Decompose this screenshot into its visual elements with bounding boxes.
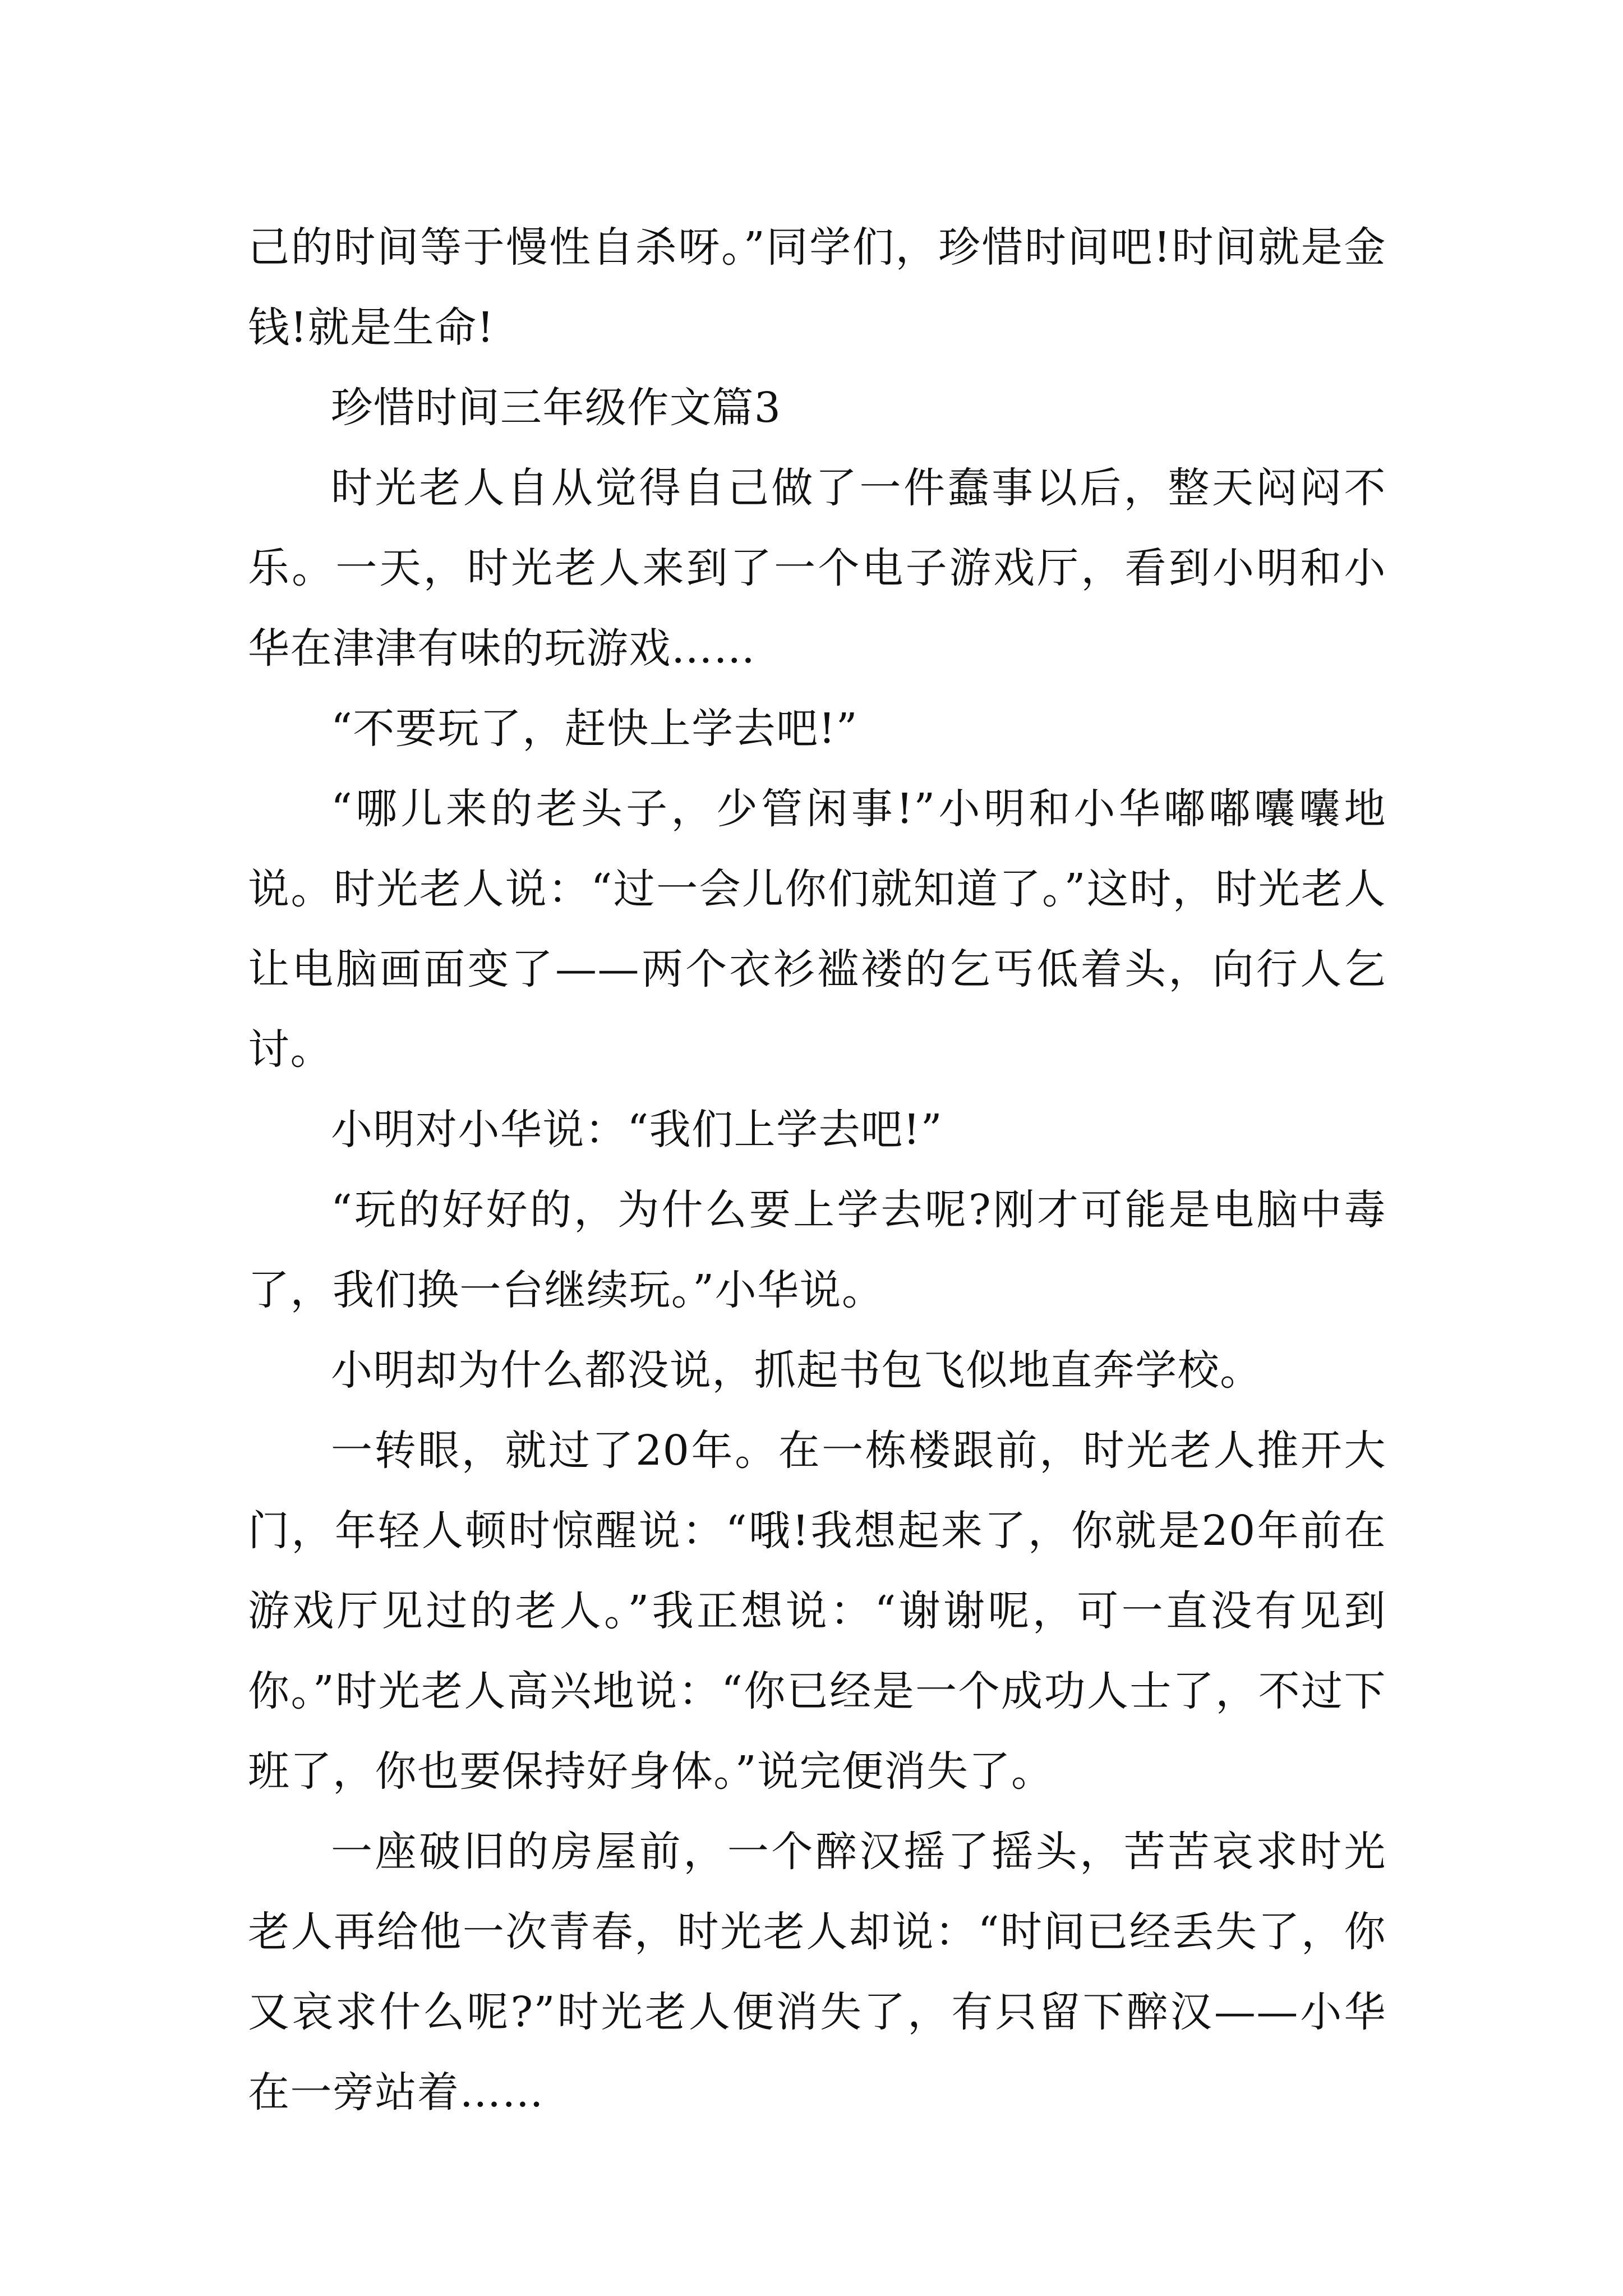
paragraph: 小明却为什么都没说，抓起书包飞似地直奔学校。 [331, 1346, 1262, 1395]
document-body [248, 208, 1386, 2133]
section-heading: 珍惜时间三年级作文篇3 [331, 384, 782, 432]
paragraph: 一座破旧的房屋前，一个醉汉摇了摇头，苦苦哀求时光老人再给他一次青春，时光老人却说：“时间已经丢失了，你又哀求什么呢?”时光老人便消失了，有只留下醉汉——小华在一旁站着…… [248, 1828, 1386, 2116]
paragraph: 时光老人自从觉得自己做了一件蠢事以后，整天闷闷不乐。一天，时光老人来到了一个电子游戏厅，看到小明和小华在津津有味的玩游戏…… [248, 464, 1386, 673]
paragraph: 小明对小华说：“我们上学去吧!” [331, 1106, 943, 1154]
paragraph: “不要玩了，赶快上学去吧!” [331, 705, 859, 753]
paragraph-continued: 己的时间等于慢性自杀呀。”同学们，珍惜时间吧!时间就是金钱!就是生命! [248, 223, 1386, 352]
paragraph: 一转眼，就过了20年。在一栋楼跟前，时光老人推开大门，年轻人顿时惊醒说：“哦!我想起来了，你就是20年前在游戏厅见过的老人。”我正想说：“谢谢呢，可一直没有见到你。”时光老人高兴地说：“你已经是一个成功人士了，不过下班了，你也要保持好身体。”说完便消失了。 [248, 1427, 1386, 1796]
paragraph: “玩的好好的，为什么要上学去呢?刚才可能是电脑中毒了，我们换一台继续玩。”小华说。 [248, 1186, 1386, 1314]
paragraph: “哪儿来的老头子，少管闲事!”小明和小华嘟嘟囔囔地说。时光老人说：“过一会儿你们就知道了。”这时，时光老人让电脑画面变了——两个衣衫褴褛的乞丐低着头，向行人乞讨。 [248, 785, 1386, 1074]
